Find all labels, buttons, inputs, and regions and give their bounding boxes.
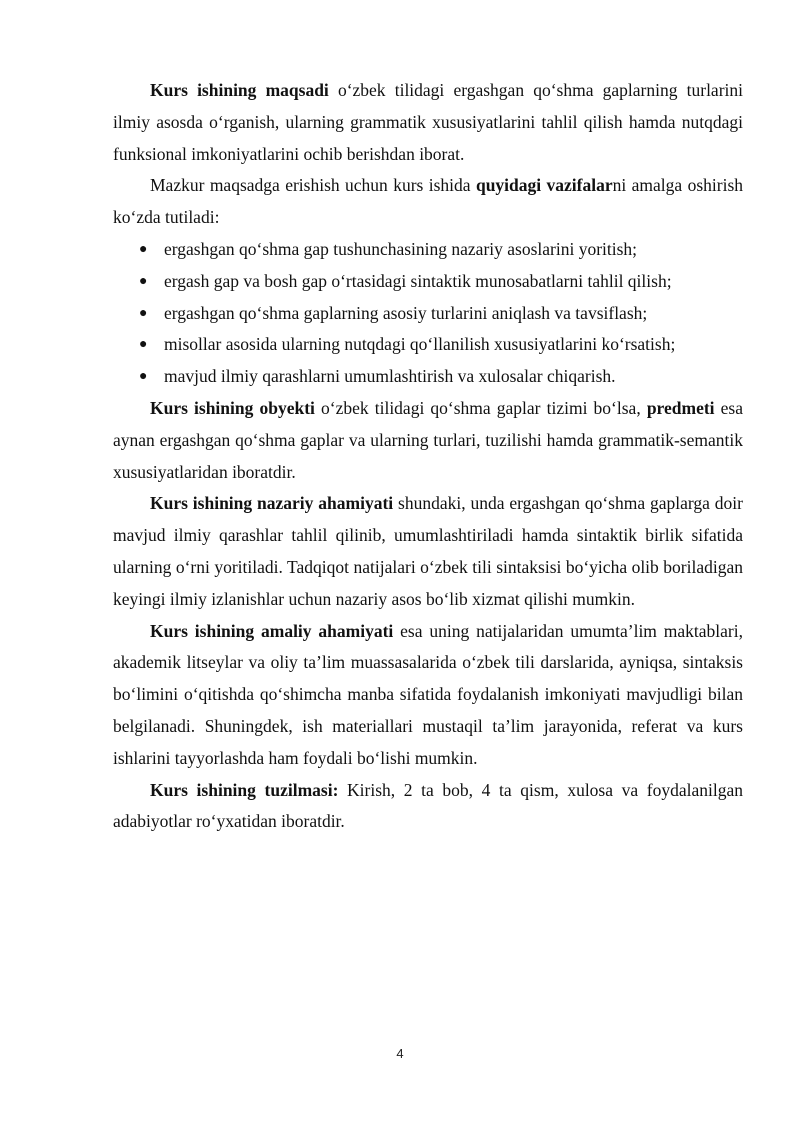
page-number: 4 <box>396 1046 404 1061</box>
theoretical-heading: Kurs ishining nazariy ahamiyati <box>150 493 394 514</box>
tasks-intro-text-before: Mazkur maqsadga erishish uchun kurs ishida <box>150 175 476 196</box>
task-text: ergash gap va bosh gap o‘rtasidagi sintaktik munosabatlarni tahlil qilish; <box>164 270 672 291</box>
practical-heading: Kurs ishining amaliy ahamiyati <box>150 620 394 641</box>
paragraph-theoretical-significance <box>113 488 743 615</box>
paragraph-structure <box>113 775 743 839</box>
paragraph-object-subject <box>113 393 743 488</box>
object-text: o‘zbek tilidagi qo‘shma gaplar tizimi bo‘lsa, <box>314 397 647 418</box>
task-text: ergashgan qo‘shma gaplarning asosiy turlarini aniqlash va tavsiflash; <box>164 302 648 323</box>
task-text: misollar asosida ularning nutqdagi qo‘llanilish xususiyatlarini ko‘rsatish; <box>164 334 676 355</box>
purpose-heading: Kurs ishining maqsadi <box>150 80 329 100</box>
subject-heading: predmeti <box>646 397 715 418</box>
list-item <box>113 361 743 393</box>
subject-text: esa aynan ergashgan qo‘shma gaplar va ularning turlari, tuzilishi hamda grammatik-semantik xususiyatlaridan iboratdir. <box>113 397 743 482</box>
bullet-icon: ● <box>139 369 148 385</box>
task-text: mavjud ilmiy qarashlarni umumlashtirish va xulosalar chiqarish. <box>164 366 616 387</box>
paragraph-purpose <box>113 75 743 170</box>
tasks-list <box>113 234 743 393</box>
tasks-heading: quyidagi vazifalar <box>475 175 613 196</box>
practical-text: esa uning natijalaridan umumta’lim maktablari, akademik litseylar va oliy ta’lim muassasalarida o‘zbek tili darslarida, ayniqsa, sintaksis bo‘limini o‘qitishda qo‘shimcha manba sifatida foydalanish imkoniyati mavjudligi bilan belgilanadi. Shuningdek, ish materiallari mustaqil ta’lim jarayonida, referat va kurs ishlarini tayyorlashda ham foydali bo‘lishi mumkin. <box>113 620 743 768</box>
paragraph-tasks-intro <box>113 170 743 234</box>
bullet-icon: ● <box>139 241 148 257</box>
structure-heading: Kurs ishining tuzilmasi: <box>150 779 339 800</box>
object-heading: Kurs ishining obyekti <box>150 397 315 418</box>
bullet-icon: ● <box>139 337 148 353</box>
structure-text: Kirish, 2 ta bob, 4 ta qism, xulosa va foydalanilgan adabiyotlar ro‘yxatidan iboratdir. <box>113 779 743 832</box>
bullet-icon: ● <box>139 305 148 321</box>
list-item <box>113 329 743 361</box>
task-text: ergashgan qo‘shma gap tushunchasining nazariy asoslarini yoritish; <box>164 238 638 259</box>
theoretical-text: shundaki, unda ergashgan qo‘shma gaplarga doir mavjud ilmiy qarashlar tahlil qilinib, umumlashtiriladi hamda sintaktik birlik sifatida ularning o‘rni yoritiladi. Tadqiqot natijalari o‘zbek tili sintaksisi bo‘yicha olib boriladigan keyingi ilmiy izlanishlar uchun nazariy asos bo‘lib xizmat qilishi mumkin. <box>113 493 743 609</box>
list-item <box>113 234 743 266</box>
list-item <box>113 298 743 330</box>
paragraph-practical-significance <box>113 616 743 775</box>
document-page <box>113 75 743 838</box>
list-item <box>113 266 743 298</box>
bullet-icon: ● <box>139 273 148 289</box>
purpose-text: o‘zbek tilidagi ergashgan qo‘shma gaplarning turlarini ilmiy asosda o‘rganish, ularning grammatik xususiyatlarini tahlil qilish hamda nutqdagi funksional imkoniyatlarini ochib berishdan iborat. <box>113 80 743 164</box>
tasks-intro-text-after: ni amalga oshirish ko‘zda tutiladi: <box>113 175 744 228</box>
